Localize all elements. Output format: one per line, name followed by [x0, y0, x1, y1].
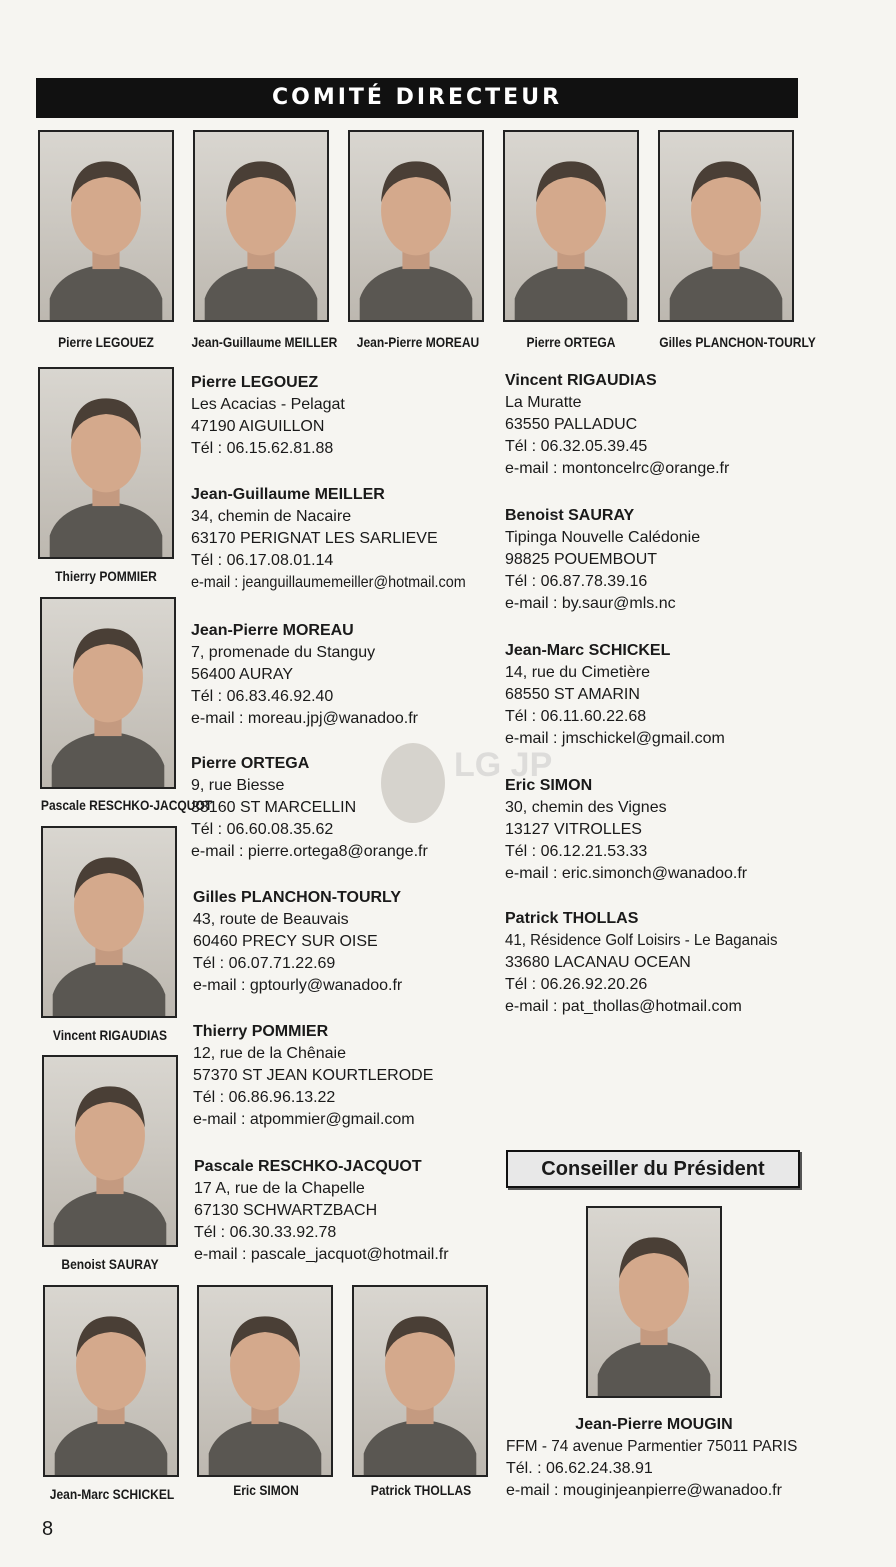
email-line: e-mail : jmschickel@gmail.com — [505, 730, 725, 747]
phone-line: Tél : 06.17.08.01.14 — [191, 552, 334, 569]
member-name: Gilles PLANCHON-TOURLY — [193, 889, 402, 906]
member-name: Pascale RESCHKO-JACQUOT — [194, 1158, 422, 1175]
city-line: 63170 PERIGNAT LES SARLIEVE — [191, 530, 438, 547]
phone-line: Tél. : 06.62.24.38.91 — [506, 1460, 653, 1477]
caption: Jean-Pierre MOREAU — [356, 334, 480, 350]
phone-line: Tél : 06.83.46.92.40 — [191, 688, 334, 705]
photo-schickel — [43, 1285, 179, 1477]
conseiller-heading: Conseiller du Président — [506, 1150, 800, 1188]
address-line: 14, rue du Cimetière — [505, 664, 650, 681]
caption: Pascale RESCHKO-JACQUOT — [40, 797, 213, 813]
email-line: e-mail : montoncelrc@orange.fr — [505, 460, 730, 477]
phone-line: Tél : 06.15.62.81.88 — [191, 440, 334, 457]
portrait-icon — [44, 1057, 176, 1245]
caption: Gilles PLANCHON-TOURLY — [659, 334, 816, 350]
email-line: e-mail : pierre.ortega8@orange.fr — [191, 843, 428, 860]
member-entry — [191, 372, 345, 460]
caption: Vincent RIGAUDIAS — [52, 1027, 168, 1043]
caption: Jean-Guillaume MEILLER — [191, 334, 338, 350]
member-entry — [191, 620, 418, 730]
member-name: Benoist SAURAY — [505, 507, 635, 524]
portrait-icon — [43, 828, 175, 1016]
address-line: 12, rue de la Chênaie — [193, 1045, 346, 1062]
caption: Thierry POMMIER — [55, 568, 157, 584]
member-name: Jean-Guillaume MEILLER — [191, 486, 385, 503]
member-name: Pierre LEGOUEZ — [191, 374, 319, 391]
city-line: 98825 POUEMBOUT — [505, 551, 658, 568]
portrait-icon — [505, 132, 637, 320]
portrait-icon — [588, 1208, 720, 1396]
photo-sauray — [42, 1055, 178, 1247]
address-line: 17 A, rue de la Chapelle — [194, 1180, 365, 1197]
phone-line: Tél : 06.86.96.13.22 — [193, 1089, 336, 1106]
address-line: 9, rue Biesse — [191, 777, 285, 794]
email-line: e-mail : eric.simonch@wanadoo.fr — [505, 865, 748, 882]
caption: Patrick THOLLAS — [370, 1482, 472, 1498]
email-line: e-mail : gptourly@wanadoo.fr — [193, 977, 403, 994]
member-name: Jean-Marc SCHICKEL — [505, 642, 671, 659]
phone-line: Tél : 06.07.71.22.69 — [193, 955, 336, 972]
photo-ortega — [503, 130, 639, 322]
member-name: Jean-Pierre MOUGIN — [575, 1416, 733, 1433]
photo-mougin — [586, 1206, 722, 1398]
address-line: 41, Résidence Golf Loisirs - Le Baganais — [505, 932, 778, 949]
address-line: 30, chemin des Vignes — [505, 799, 667, 816]
portrait-icon — [42, 599, 174, 787]
city-line: 68550 ST AMARIN — [505, 686, 640, 703]
caption: Benoist SAURAY — [61, 1256, 159, 1272]
photo-planchon-tourly — [658, 130, 794, 322]
city-line: 67130 SCHWARTZBACH — [194, 1202, 378, 1219]
city-line: 63550 PALLADUC — [505, 416, 638, 433]
phone-line: Tél : 06.87.78.39.16 — [505, 573, 648, 590]
city-line: 38160 ST MARCELLIN — [191, 799, 357, 816]
member-entry — [505, 640, 725, 750]
email-line: e-mail : mouginjeanpierre@wanadoo.fr — [506, 1482, 782, 1499]
member-entry — [505, 775, 747, 885]
member-name: Vincent RIGAUDIAS — [505, 372, 657, 389]
phone-line: Tél : 06.32.05.39.45 — [505, 438, 648, 455]
member-entry — [193, 1021, 433, 1131]
address-line: La Muratte — [505, 394, 582, 411]
phone-line: Tél : 06.26.92.20.26 — [505, 976, 648, 993]
city-line: 47190 AIGUILLON — [191, 418, 325, 435]
phone-line: Tél : 06.60.08.35.62 — [191, 821, 334, 838]
email-line: e-mail : jeanguillaumemeiller@hotmail.com — [191, 574, 466, 591]
portrait-icon — [354, 1287, 486, 1475]
portrait-icon — [40, 132, 172, 320]
photo-rigaudias — [41, 826, 177, 1018]
member-entry — [505, 908, 795, 1018]
portrait-icon — [40, 369, 172, 557]
seal-text: LG JP — [454, 746, 553, 784]
photo-legouez — [38, 130, 174, 322]
phone-line: Tél : 06.12.21.53.33 — [505, 843, 648, 860]
photo-pommier — [38, 367, 174, 559]
member-name: Pierre ORTEGA — [191, 755, 310, 772]
photo-moreau — [348, 130, 484, 322]
member-entry — [505, 370, 729, 480]
member-entry — [194, 1156, 449, 1266]
address-line: Les Acacias - Pelagat — [191, 396, 345, 413]
portrait-icon — [195, 132, 327, 320]
phone-line: Tél : 06.30.33.92.78 — [194, 1224, 337, 1241]
member-name: Thierry POMMIER — [193, 1023, 329, 1040]
city-line: 33680 LACANAU OCEAN — [505, 954, 691, 971]
conseiller-entry — [506, 1414, 802, 1502]
photo-meiller — [193, 130, 329, 322]
phone-line: Tél : 06.11.60.22.68 — [505, 708, 647, 725]
email-line: e-mail : pat_thollas@hotmail.com — [505, 998, 742, 1015]
page-title: COMITÉ DIRECTEUR — [36, 78, 798, 118]
email-line: e-mail : pascale_jacquot@hotmail.fr — [194, 1246, 449, 1263]
member-name: Eric SIMON — [505, 777, 593, 794]
page-number: 8 — [42, 1518, 54, 1540]
portrait-icon — [660, 132, 792, 320]
city-line: 56400 AURAY — [191, 666, 293, 683]
caption: Pierre ORTEGA — [526, 334, 616, 350]
address-line: 7, promenade du Stanguy — [191, 644, 376, 661]
caption: Pierre LEGOUEZ — [58, 334, 154, 350]
portrait-icon — [350, 132, 482, 320]
member-name: Jean-Pierre MOREAU — [191, 622, 354, 639]
email-line: e-mail : moreau.jpj@wanadoo.fr — [191, 710, 419, 727]
address-line: 43, route de Beauvais — [193, 911, 349, 928]
address-line: 34, chemin de Nacaire — [191, 508, 352, 525]
city-line: 60460 PRECY SUR OISE — [193, 933, 378, 950]
photo-thollas — [352, 1285, 488, 1477]
member-name: Patrick THOLLAS — [505, 910, 639, 927]
caption: Eric SIMON — [233, 1482, 299, 1498]
portrait-icon — [45, 1287, 177, 1475]
city-line: 13127 VITROLLES — [505, 821, 642, 838]
address-line: FFM - 74 avenue Parmentier 75011 PARIS — [506, 1438, 798, 1455]
city-line: 57370 ST JEAN KOURTLERODE — [193, 1067, 434, 1084]
portrait-icon — [199, 1287, 331, 1475]
email-line: e-mail : by.saur@mls.nc — [505, 595, 676, 612]
caption: Jean-Marc SCHICKEL — [49, 1486, 175, 1502]
address-line: Tipinga Nouvelle Calédonie — [505, 529, 701, 546]
photo-simon — [197, 1285, 333, 1477]
member-entry — [193, 887, 402, 997]
photo-reschko-jacquot — [40, 597, 176, 789]
member-entry — [191, 484, 496, 594]
email-line: e-mail : atpommier@gmail.com — [193, 1111, 415, 1128]
member-entry — [505, 505, 700, 615]
